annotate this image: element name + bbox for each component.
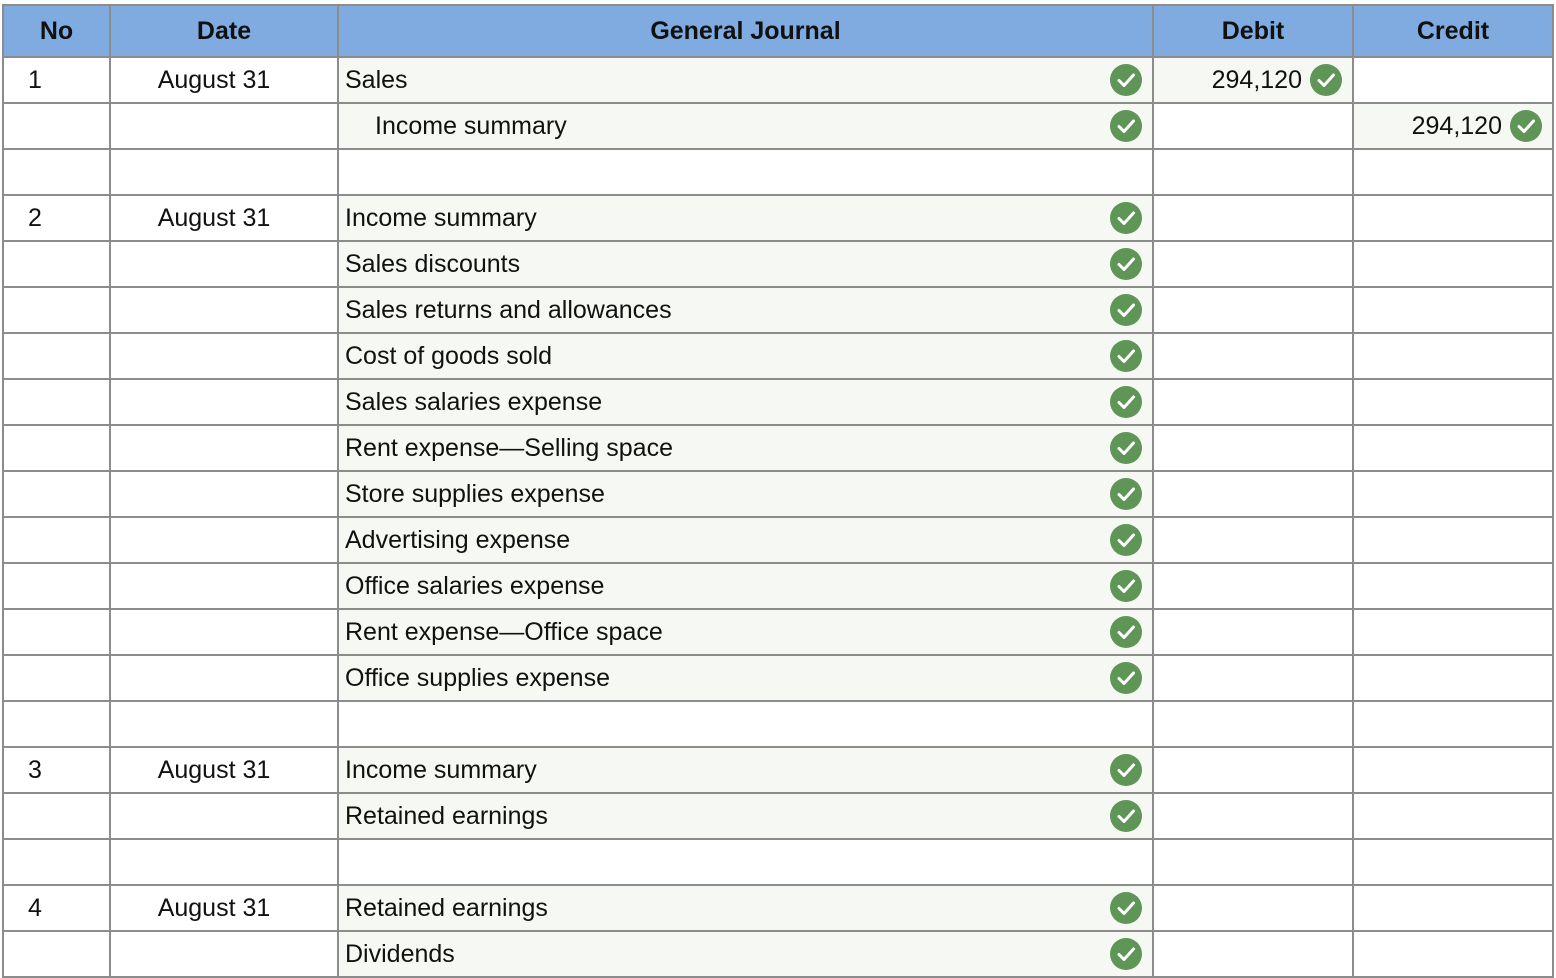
account-name: Office salaries expense [345,571,605,600]
debit-cell[interactable] [1153,747,1353,793]
credit-cell[interactable] [1353,839,1553,885]
entry-number: 1 [28,65,42,94]
table-row [3,517,1553,563]
table-row [3,931,1553,977]
table-row [3,701,1553,747]
entry-number-cell [3,931,110,977]
account-name: Sales discounts [345,249,521,278]
credit-cell[interactable] [1353,793,1553,839]
check-icon [1110,340,1142,372]
date-cell [110,931,338,977]
entry-number-cell [3,333,110,379]
credit-cell[interactable] [1353,885,1553,931]
account-name: Sales returns and allowances [345,295,672,324]
header-date: Date [110,5,338,57]
table-row [3,379,1553,425]
date-cell [110,241,338,287]
account-name: Dividends [345,939,455,968]
account-name: Income summary [375,111,567,140]
debit-cell[interactable] [1153,609,1353,655]
no-cell [3,701,110,747]
entry-date: August 31 [157,65,271,94]
header-debit: Debit [1153,5,1353,57]
debit-cell[interactable] [1153,333,1353,379]
debit-cell[interactable] [1153,517,1353,563]
account-name: Sales salaries expense [345,387,603,416]
debit-cell[interactable] [1153,885,1353,931]
date-cell [110,103,338,149]
date-cell [110,793,338,839]
debit-cell[interactable] [1153,287,1353,333]
check-icon [1110,64,1142,96]
account-cell[interactable] [338,517,1153,563]
debit-cell[interactable] [1153,563,1353,609]
account-cell[interactable] [338,195,1153,241]
table-row [3,195,1553,241]
account-cell[interactable] [338,793,1153,839]
check-icon [1110,754,1142,786]
header-credit: Credit [1353,5,1553,57]
debit-cell[interactable] [1153,471,1353,517]
account-cell[interactable] [338,333,1153,379]
entry-number: 4 [28,893,42,922]
credit-cell[interactable] [1353,149,1553,195]
account-name: Sales [345,65,408,94]
credit-cell[interactable] [1353,609,1553,655]
credit-cell[interactable] [1353,563,1553,609]
check-icon [1110,892,1142,924]
account-cell[interactable] [338,747,1153,793]
entry-number-cell [3,379,110,425]
date-cell [110,563,338,609]
credit-cell[interactable] [1353,57,1553,103]
debit-cell[interactable] [1153,103,1353,149]
entry-number: 2 [28,203,42,232]
account-cell[interactable] [338,287,1153,333]
date-cell [110,517,338,563]
credit-cell[interactable] [1353,701,1553,747]
debit-cell[interactable] [1153,793,1353,839]
account-cell[interactable] [338,931,1153,977]
check-icon [1110,662,1142,694]
entry-date: August 31 [157,203,271,232]
check-icon [1110,386,1142,418]
account-cell[interactable] [338,885,1153,931]
general-journal-table [2,4,1554,978]
entry-number-cell [3,793,110,839]
header-row [3,5,1553,57]
entry-number-cell [3,287,110,333]
check-icon [1110,800,1142,832]
table-row [3,149,1553,195]
account-cell[interactable] [338,609,1153,655]
entry-number-cell [3,103,110,149]
account-cell[interactable] [338,241,1153,287]
credit-cell[interactable] [1353,471,1553,517]
table-row [3,57,1553,103]
header-no: No [3,5,110,57]
account-cell[interactable] [338,103,1153,149]
account-name: Office supplies expense [345,663,610,692]
check-icon [1510,110,1542,142]
table-row [3,747,1553,793]
check-icon [1110,616,1142,648]
entry-number-cell [3,563,110,609]
account-cell[interactable] [338,839,1153,885]
no-cell [3,149,110,195]
table-row [3,839,1553,885]
entry-number-cell [3,241,110,287]
account-name: Retained earnings [345,893,548,922]
credit-cell[interactable] [1353,931,1553,977]
date-cell [110,471,338,517]
date-cell [110,149,338,195]
table-row [3,333,1553,379]
date-cell [110,379,338,425]
account-cell[interactable] [338,563,1153,609]
entry-number-cell [3,517,110,563]
credit-cell[interactable] [1353,241,1553,287]
check-icon [1110,478,1142,510]
date-cell [110,701,338,747]
date-cell [110,609,338,655]
debit-cell[interactable] [1153,931,1353,977]
check-icon [1110,432,1142,464]
debit-cell[interactable] [1153,241,1353,287]
entry-date: August 31 [157,755,271,784]
journal-body [3,57,1553,977]
debit-cell[interactable] [1153,839,1353,885]
credit-cell[interactable] [1353,517,1553,563]
account-name: Advertising expense [345,525,571,554]
account-name: Income summary [345,203,537,232]
table-row [3,655,1553,701]
check-icon [1110,110,1142,142]
date-cell [110,655,338,701]
account-cell[interactable] [338,379,1153,425]
entry-date: August 31 [157,893,271,922]
debit-amount: 294,120 [1211,65,1302,94]
date-cell [110,195,338,241]
debit-cell[interactable] [1153,149,1353,195]
account-name: Cost of goods sold [345,341,553,370]
credit-cell[interactable] [1353,287,1553,333]
account-name: Retained earnings [345,801,548,830]
account-cell[interactable] [338,471,1153,517]
date-cell [110,747,338,793]
date-cell [110,425,338,471]
table-row [3,793,1553,839]
header-general-journal: General Journal [338,5,1153,57]
table-row [3,885,1553,931]
credit-cell[interactable] [1353,195,1553,241]
account-cell[interactable] [338,57,1153,103]
debit-cell[interactable] [1153,701,1353,747]
date-cell [110,333,338,379]
table-row [3,471,1553,517]
debit-cell[interactable] [1153,655,1353,701]
date-cell [110,839,338,885]
account-name: Rent expense—Selling space [345,433,673,462]
check-icon [1110,524,1142,556]
account-name: Income summary [345,755,537,784]
table-row [3,609,1553,655]
entry-number-cell [3,655,110,701]
debit-cell[interactable] [1153,425,1353,471]
table-row [3,103,1553,149]
date-cell [110,885,338,931]
table-row [3,563,1553,609]
account-name: Store supplies expense [345,479,605,508]
table-row [3,241,1553,287]
entry-number-cell [3,609,110,655]
entry-number-cell [3,57,110,103]
date-cell [110,287,338,333]
check-icon [1110,248,1142,280]
credit-cell[interactable] [1353,379,1553,425]
debit-cell[interactable] [1153,57,1353,103]
account-cell[interactable] [338,425,1153,471]
debit-cell[interactable] [1153,379,1353,425]
journal-table-container [2,4,1554,978]
check-icon [1110,202,1142,234]
entry-number-cell [3,747,110,793]
account-cell[interactable] [338,701,1153,747]
account-cell[interactable] [338,655,1153,701]
check-icon [1310,64,1342,96]
credit-cell[interactable] [1353,655,1553,701]
credit-cell[interactable] [1353,747,1553,793]
check-icon [1110,570,1142,602]
entry-number-cell [3,471,110,517]
date-cell [110,57,338,103]
table-row [3,287,1553,333]
no-cell [3,839,110,885]
entry-number-cell [3,425,110,471]
account-cell[interactable] [338,149,1153,195]
credit-cell[interactable] [1353,425,1553,471]
credit-amount: 294,120 [1411,111,1502,140]
entry-number-cell [3,195,110,241]
entry-number-cell [3,885,110,931]
entry-number: 3 [28,755,42,784]
credit-cell[interactable] [1353,333,1553,379]
check-icon [1110,294,1142,326]
account-name: Rent expense—Office space [345,617,663,646]
check-icon [1110,938,1142,970]
table-row [3,425,1553,471]
debit-cell[interactable] [1153,195,1353,241]
credit-cell[interactable] [1353,103,1553,149]
